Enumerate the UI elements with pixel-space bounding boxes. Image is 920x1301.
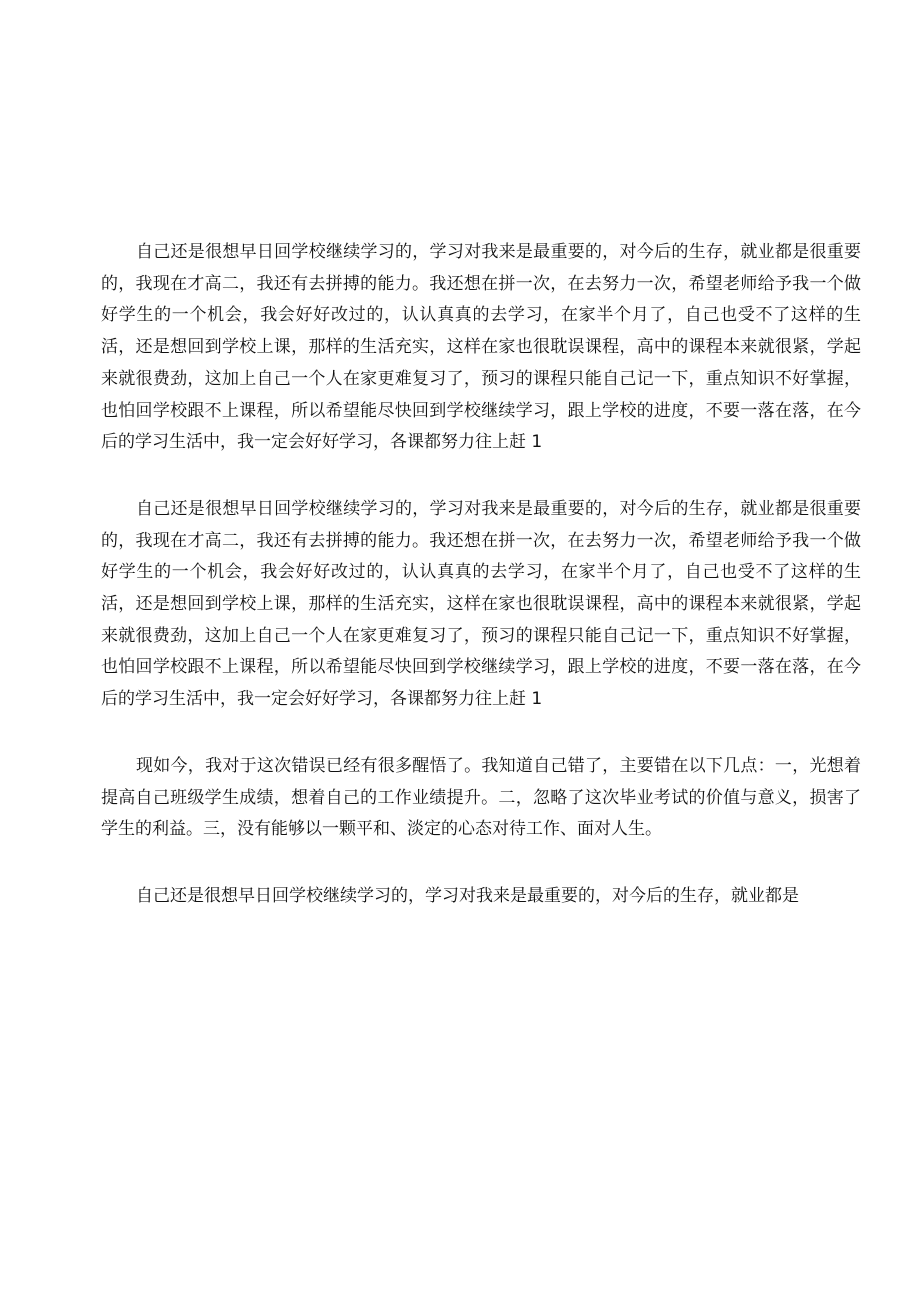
document-page bbox=[101, 237, 861, 913]
paragraph-1: 自己还是很想早日回学校继续学习的，学习对我来是最重要的，对今后的生存，就业都是很重要的，我现在才高二，我还有去拼搏的能力。我还想在拼一次，在去努力一次，希望老师给予我一个做好学生的一个机会，我会好好改过的，认认真真的去学习，在家半个月了，自己也受不了这样的生活，还是想回到学校上课，那样的生活充实，这样在家也很耽误课程，高中的课程本来就很紧，学起来就很费劲，这加上自己一个人在家更难复习了，预习的课程只能自己记一下，重点知识不好掌握，也怕回学校跟不上课程，所以希望能尽快回到学校继续学习，跟上学校的进度，不要一落在落，在今后的学习生活中，我一定会好好学习，各课都努力往上赶 1 bbox=[101, 242, 861, 453]
paragraph-2: 自己还是很想早日回学校继续学习的，学习对我来是最重要的，对今后的生存，就业都是很重要的，我现在才高二，我还有去拼搏的能力。我还想在拼一次，在去努力一次，希望老师给予我一个做好学生的一个机会，我会好好改过的，认认真真的去学习，在家半个月了，自己也受不了这样的生活，还是想回到学校上课，那样的生活充实，这样在家也很耽误课程，高中的课程本来就很紧，学起来就很费劲，这加上自己一个人在家更难复习了，预习的课程只能自己记一下，重点知识不好掌握，也怕回学校跟不上课程，所以希望能尽快回到学校继续学习，跟上学校的进度，不要一落在落，在今后的学习生活中，我一定会好好学习，各课都努力往上赶 1 bbox=[101, 498, 861, 710]
paragraph-3: 现如今，我对于这次错误已经有很多醒悟了。我知道自己错了，主要错在以下几点：一，光想着提高自己班级学生成绩，想着自己的工作业绩提升。二，忽略了这次毕业考试的价值与意义，损害了学生的利益。三，没有能够以一颗平和、淡定的心态对待工作、面对人生。 bbox=[101, 755, 861, 840]
paragraph-4: 自己还是很想早日回学校继续学习的，学习对我来是最重要的，对今后的生存，就业都是 bbox=[136, 885, 799, 906]
